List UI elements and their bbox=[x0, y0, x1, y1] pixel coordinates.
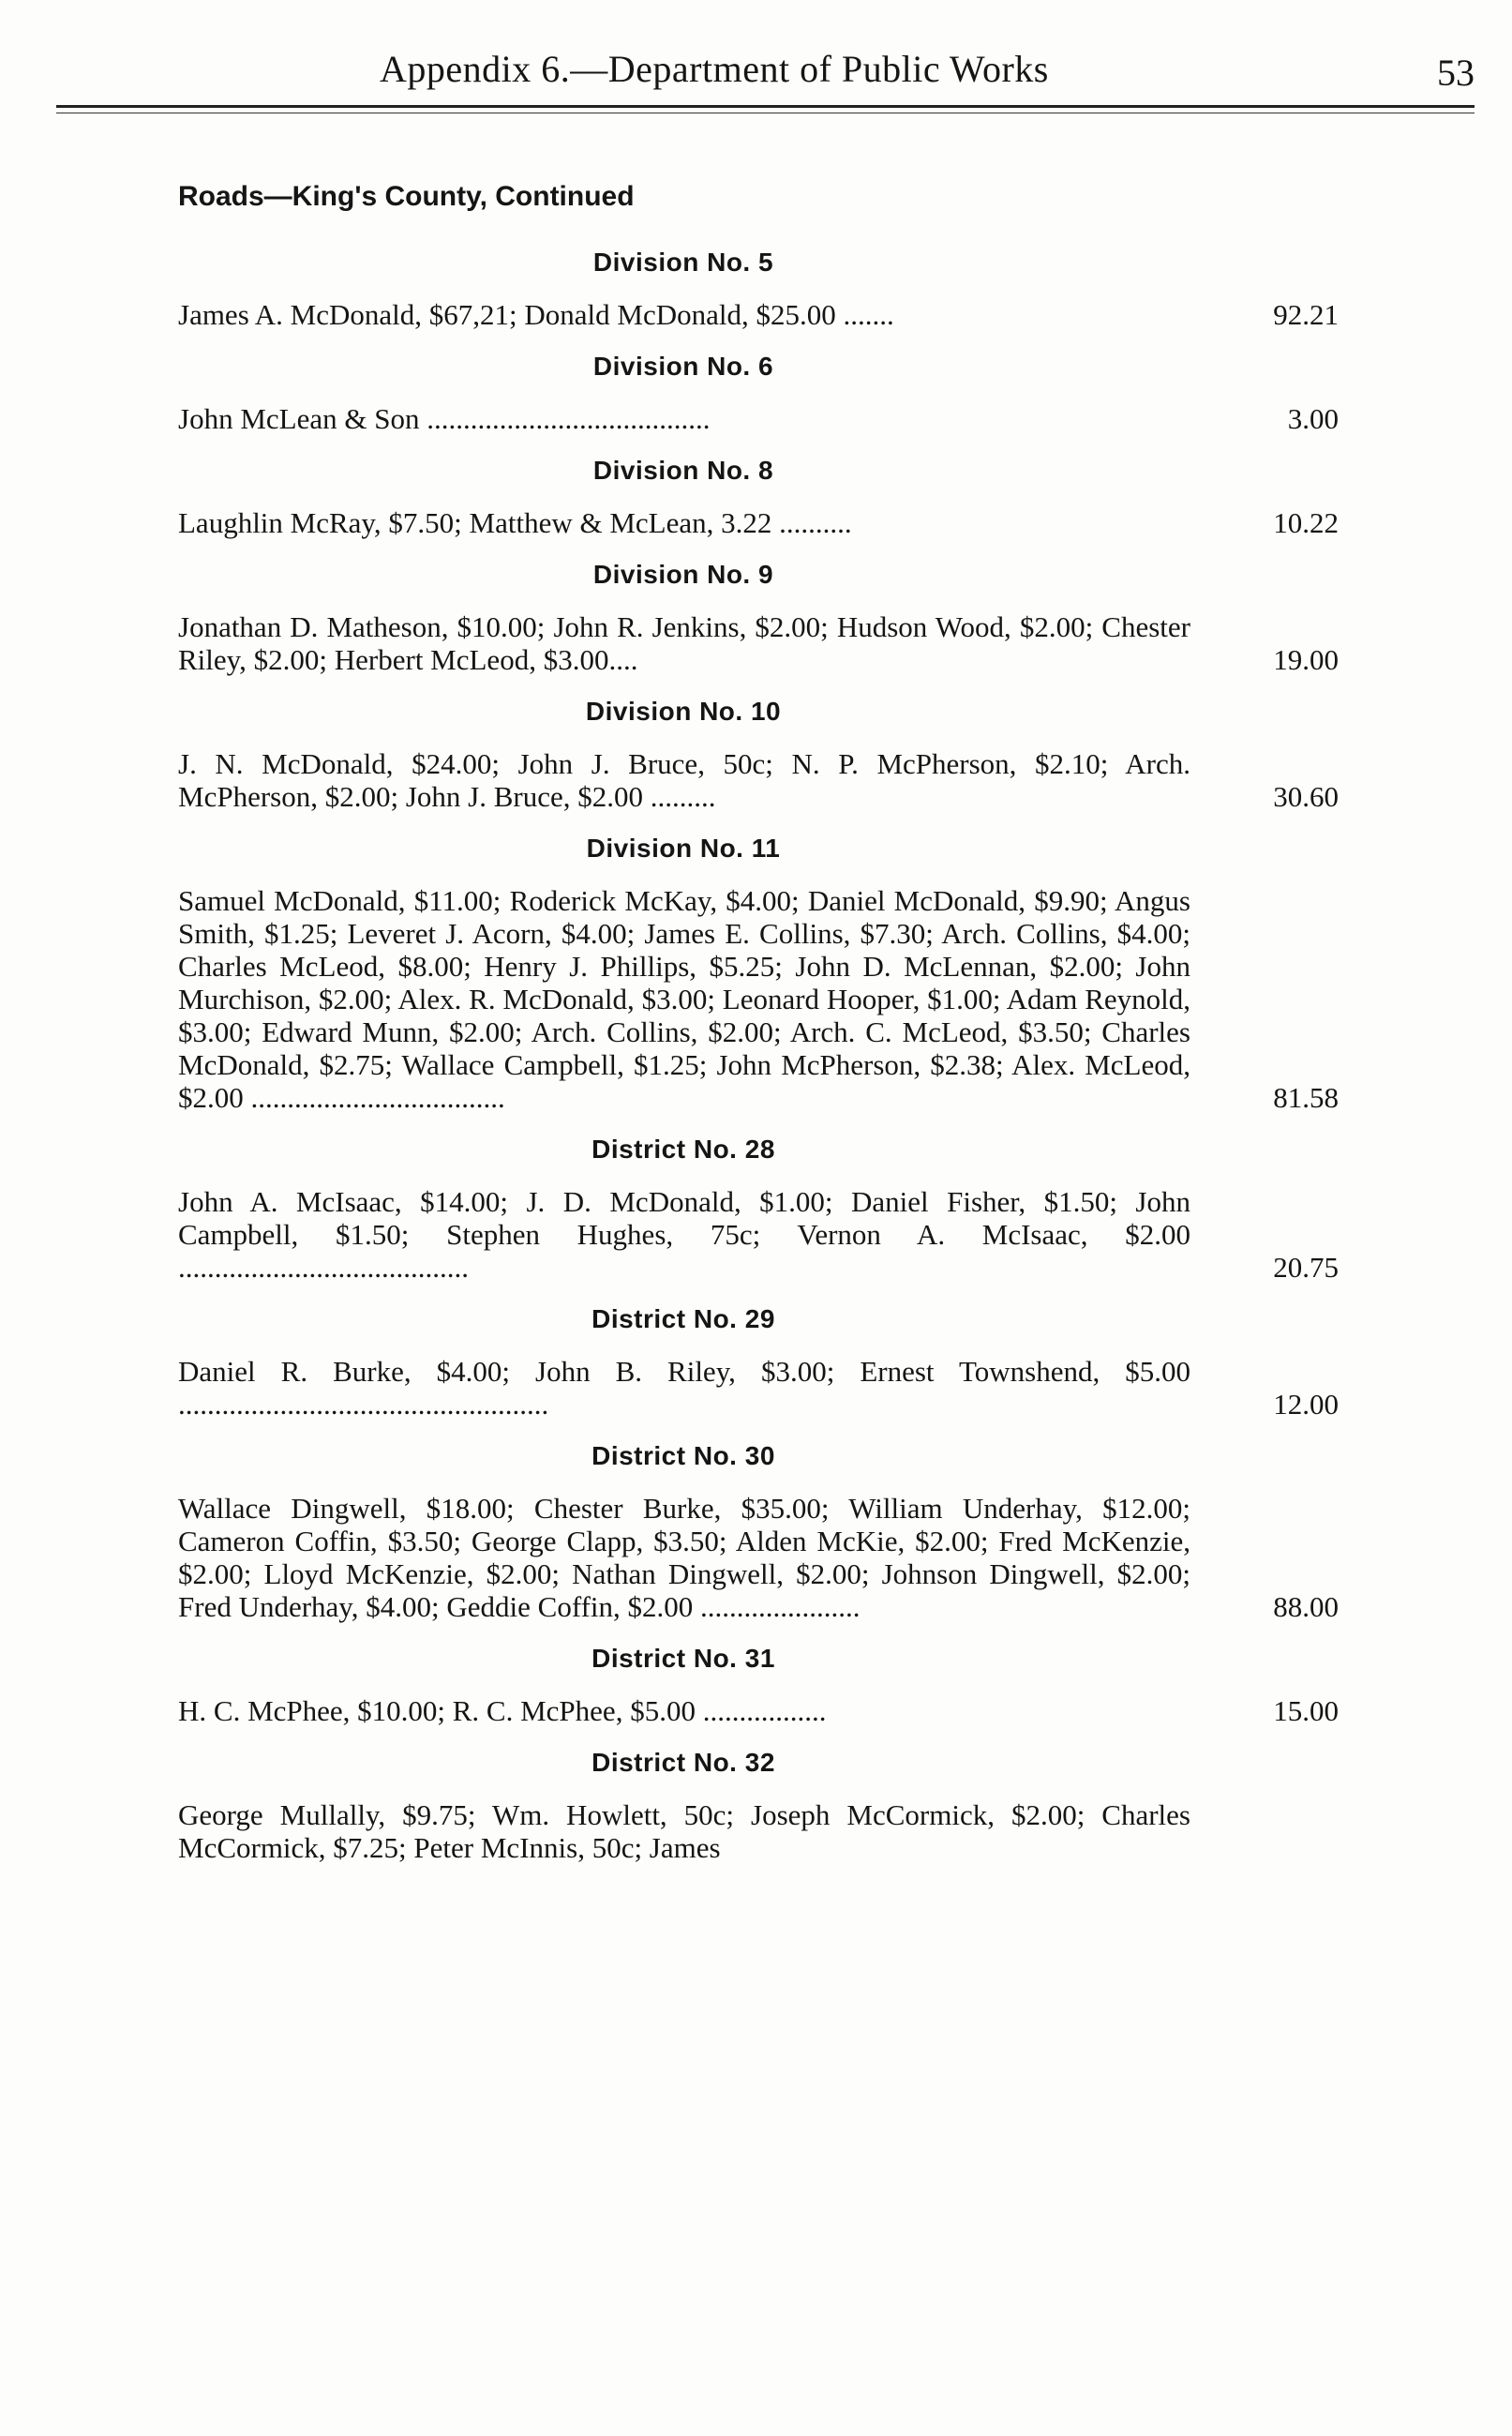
entry-amount: 30.60 bbox=[1273, 780, 1339, 813]
entry-row bbox=[178, 506, 1350, 539]
entry-row bbox=[178, 1355, 1350, 1421]
entry-amount: 15.00 bbox=[1273, 1694, 1339, 1727]
entries-list bbox=[178, 246, 1350, 1883]
entry-row bbox=[178, 1185, 1350, 1284]
section-heading: Roads—King's County, Continued bbox=[178, 181, 635, 212]
division-heading: District No. 32 bbox=[591, 1748, 775, 1777]
division-heading: District No. 31 bbox=[591, 1644, 775, 1673]
entry-row bbox=[178, 1492, 1350, 1623]
header-rule bbox=[56, 105, 1475, 108]
entry-amount: 81.58 bbox=[1273, 1081, 1339, 1114]
division-group bbox=[178, 1746, 1350, 1864]
division-heading: Division No. 10 bbox=[585, 697, 782, 726]
entry-text: Wallace Dingwell, $18.00; Chester Burke, $35.00; William Underhay, $12.00; Cameron Coffin, $3.50; George Clapp, $3.50; Alden McKie, $2.00; Fred McKenzie, $2.00; Lloyd McKenzie, $2.00; Nathan Dingwell, $2.00; Johnson Dingwell, $2.00; Fred Underhay, $4.00; Geddie Coffin, $2.00 ...................... bbox=[178, 1492, 1190, 1623]
entry-amount: 10.22 bbox=[1273, 506, 1339, 539]
entry-amount: 3.00 bbox=[1287, 402, 1339, 435]
entry-row bbox=[178, 402, 1350, 435]
entry-row bbox=[178, 747, 1350, 813]
page-number: 53 bbox=[1437, 52, 1475, 94]
division-group bbox=[178, 695, 1350, 813]
entry-text: Daniel R. Burke, $4.00; John B. Riley, $3.00; Ernest Townshend, $5.00 ................................................... bbox=[178, 1355, 1190, 1421]
division-group bbox=[178, 558, 1350, 676]
division-group bbox=[178, 454, 1350, 539]
entry-row bbox=[178, 610, 1350, 676]
entry-text: James A. McDonald, $67,21; Donald McDonald, $25.00 ....... bbox=[178, 298, 894, 331]
division-heading: Division No. 9 bbox=[592, 560, 774, 589]
division-heading: Division No. 8 bbox=[592, 456, 774, 485]
division-heading: District No. 30 bbox=[591, 1441, 775, 1470]
entry-row bbox=[178, 298, 1350, 331]
division-group bbox=[178, 1302, 1350, 1421]
entry-text: John McLean & Son ....................................... bbox=[178, 402, 711, 435]
division-group bbox=[178, 1133, 1350, 1284]
running-head bbox=[56, 47, 1475, 113]
entry-row bbox=[178, 884, 1350, 1114]
entry-text: H. C. McPhee, $10.00; R. C. McPhee, $5.00 ................. bbox=[178, 1694, 827, 1727]
division-group bbox=[178, 350, 1350, 435]
division-heading: District No. 28 bbox=[591, 1135, 775, 1164]
division-heading: Division No. 6 bbox=[592, 352, 774, 381]
entry-row bbox=[178, 1694, 1350, 1727]
entry-text: Samuel McDonald, $11.00; Roderick McKay, $4.00; Daniel McDonald, $9.90; Angus Smith, $1.25; Leveret J. Acorn, $4.00; James E. Collins, $7.30; Arch. Collins, $4.00; Charles McLeod, $8.00; Henry J. Phillips, $5.25; John D. McLennan, $2.00; John Murchison, $2.00; Alex. R. McDonald, $3.00; Leonard Hooper, $1.00; Adam Reynold, $3.00; Edward Munn, $2.00; Arch. Collins, $2.00; Arch. C. McLeod, $3.50; Charles McDonald, $2.75; Wallace Campbell, $1.25; John McPherson, $2.38; Alex. McLeod, $2.00 ................................... bbox=[178, 884, 1190, 1114]
entry-amount: 19.00 bbox=[1273, 643, 1339, 676]
entry-text: George Mullally, $9.75; Wm. Howlett, 50c; Joseph McCormick, $2.00; Charles McCormick, $7.25; Peter McInnis, 50c; James bbox=[178, 1798, 1190, 1864]
division-group bbox=[178, 1642, 1350, 1727]
division-group bbox=[178, 246, 1350, 331]
entry-amount: 88.00 bbox=[1273, 1590, 1339, 1623]
division-group bbox=[178, 1439, 1350, 1623]
entry-text: Jonathan D. Matheson, $10.00; John R. Jenkins, $2.00; Hudson Wood, $2.00; Chester Riley, $2.00; Herbert McLeod, $3.00.... bbox=[178, 610, 1190, 676]
division-heading: Division No. 11 bbox=[586, 834, 781, 863]
entry-row bbox=[178, 1798, 1350, 1864]
division-group bbox=[178, 832, 1350, 1114]
running-head-title: Appendix 6.—Department of Public Works bbox=[380, 48, 1049, 90]
entry-text: J. N. McDonald, $24.00; John J. Bruce, 50c; N. P. McPherson, $2.10; Arch. McPherson, $2.00; John J. Bruce, $2.00 ......... bbox=[178, 747, 1190, 813]
entry-amount: 92.21 bbox=[1273, 298, 1339, 331]
entry-text: Laughlin McRay, $7.50; Matthew & McLean, 3.22 .......... bbox=[178, 506, 852, 539]
entry-amount: 20.75 bbox=[1273, 1251, 1339, 1284]
division-heading: Division No. 5 bbox=[592, 248, 774, 277]
entry-amount: 12.00 bbox=[1273, 1388, 1339, 1421]
division-heading: District No. 29 bbox=[591, 1304, 775, 1333]
entry-text: John A. McIsaac, $14.00; J. D. McDonald, $1.00; Daniel Fisher, $1.50; John Campbell, $1.50; Stephen Hughes, 75c; Vernon A. McIsaac, $2.00 ........................................ bbox=[178, 1185, 1190, 1284]
